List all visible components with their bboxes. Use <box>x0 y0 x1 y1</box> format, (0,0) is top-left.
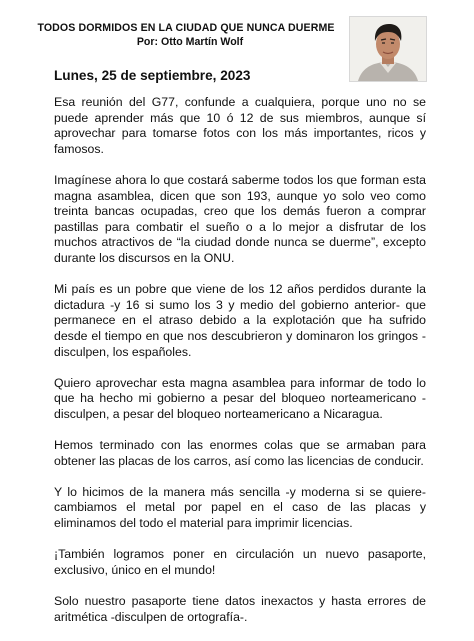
article-paragraph: ¡También logramos poner en circulación un nuevo pasaporte, exclusivo, único en el mundo! <box>54 547 426 577</box>
article-byline: Por: Otto Martín Wolf <box>136 36 244 48</box>
article-paragraph: Y lo hicimos de la manera más sencilla -y moderna si se quiere- cambiamos el metal por papel en el caso de las placas y eliminamos del todo el material para imprimir licencias. <box>54 484 426 531</box>
article-paragraph: Quiero aprovechar esta magna asamblea para informar de todo lo que ha hecho mi gobierno a pesar del bloqueo norteamericano -disculpen, a pesar del bloqueo norteamericano a Nicaragua. <box>54 375 426 421</box>
author-portrait-icon <box>350 17 426 81</box>
article-title: TODOS DORMIDOS EN LA CIUDAD QUE NUNCA DUERME <box>37 22 335 34</box>
article-header <box>26 22 346 49</box>
author-photo <box>349 16 427 82</box>
article-body <box>54 95 426 641</box>
article-paragraph: Esa reunión del G77, confunde a cualquiera, porque uno no se puede aprender más que 10 ó 12 de sus miembros, aunque sí aprovechar para tomarse fotos con los más importantes, ricos y famosos. <box>54 95 426 156</box>
article-paragraph: Hemos terminado con las enormes colas que se armaban para obtener las placas de los carros, así como las licencias de conducir. <box>54 438 426 468</box>
article-paragraph: Imagínese ahora lo que costará saberme todos los que forman esta magna asamblea, dicen que son 193, aunque yo solo veo como treinta bancas ocupadas, creo que los demás fueron a comprar pastillas para combatir el sueño o a lo mejor a disfrutar de los muchos atractivos de “la ciudad donde nunca se duerme”, excepto durante los discursos en la ONU. <box>54 172 426 265</box>
article-date: Lunes, 25 de septiembre, 2023 <box>54 68 251 83</box>
article-paragraph: Mi país es un pobre que viene de los 12 años perdidos durante la dictadura -y 16 si sumo los 3 y medio del gobierno anterior- que permanece en el atraso debido a la explotación que ha sufrido desde el tiempo en que nos descubrieron y dominaron los gringos -disculpen, los españoles. <box>54 282 426 359</box>
article-paragraph: Solo nuestro pasaporte tiene datos inexactos y hasta errores de aritmética -disculpen de ortografía-. <box>54 594 426 624</box>
